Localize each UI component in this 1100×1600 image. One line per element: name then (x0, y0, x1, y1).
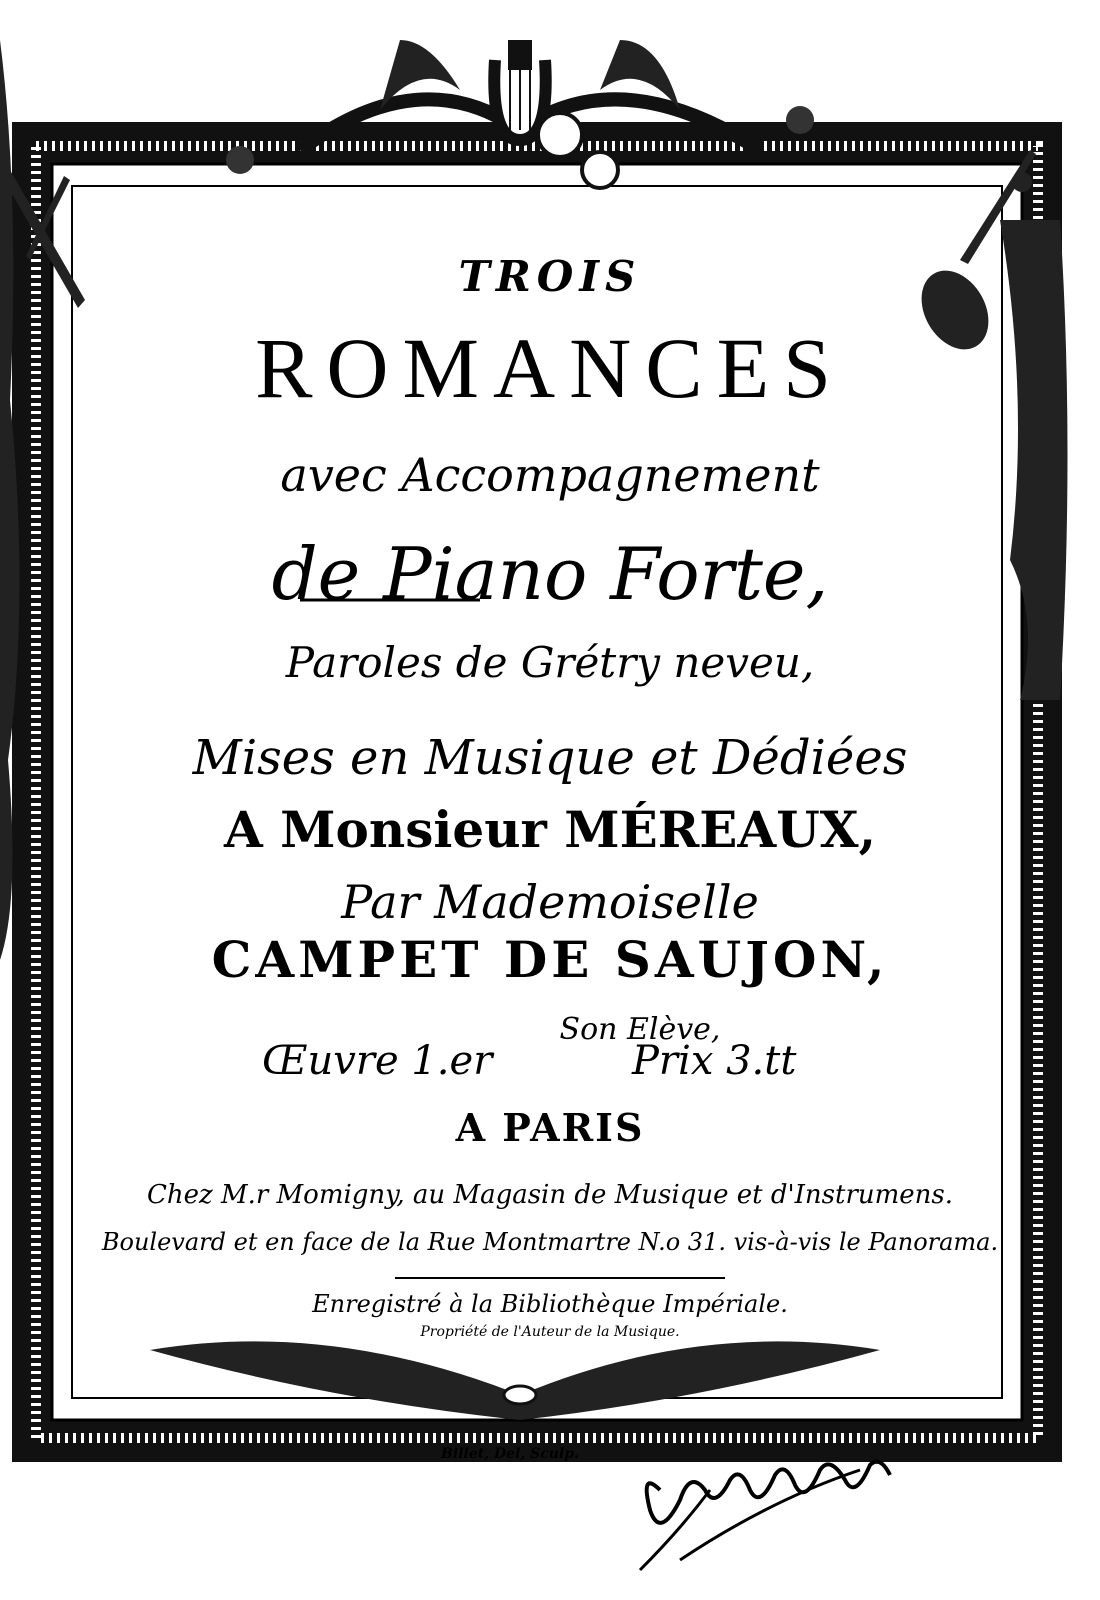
engraver-credit: Billet, Del, Sculp. (441, 1446, 579, 1462)
dedication-intro: Mises en Musique et Dédiées (192, 730, 908, 786)
property-line: Propriété de l'Auteur de la Musique. (420, 1324, 680, 1340)
pupil-note: Son Elève, (559, 1012, 721, 1047)
address-line: Boulevard et en face de la Rue Montmartre N.o 31. vis-à-vis le Panorama. (101, 1228, 999, 1256)
title-romances: ROMANCES (255, 320, 845, 416)
dedicatee-line: A Monsieur MÉREAUX, (223, 800, 877, 859)
composer-intro: Par Mademoiselle (341, 875, 759, 929)
composer-name: CAMPET DE SAUJON, (211, 930, 889, 989)
title-trois: TROIS (458, 252, 642, 301)
city-line: A PARIS (455, 1105, 645, 1150)
publisher-line: Chez M.r Momigny, au Magasin de Musique et d'Instrumens. (146, 1180, 954, 1210)
registration-line: Enregistré à la Bibliothèque Impériale. (312, 1290, 788, 1318)
price: Prix 3.tt (632, 1038, 797, 1084)
opus-number: Œuvre 1.er (262, 1038, 493, 1084)
lyricist-line: Paroles de Grétry neveu, (285, 638, 815, 687)
subtitle-piano-forte: de Piano Forte, (271, 532, 829, 616)
subtitle-accompaniment: avec Accompagnement (280, 448, 820, 502)
handwritten-signature (620, 1430, 920, 1580)
